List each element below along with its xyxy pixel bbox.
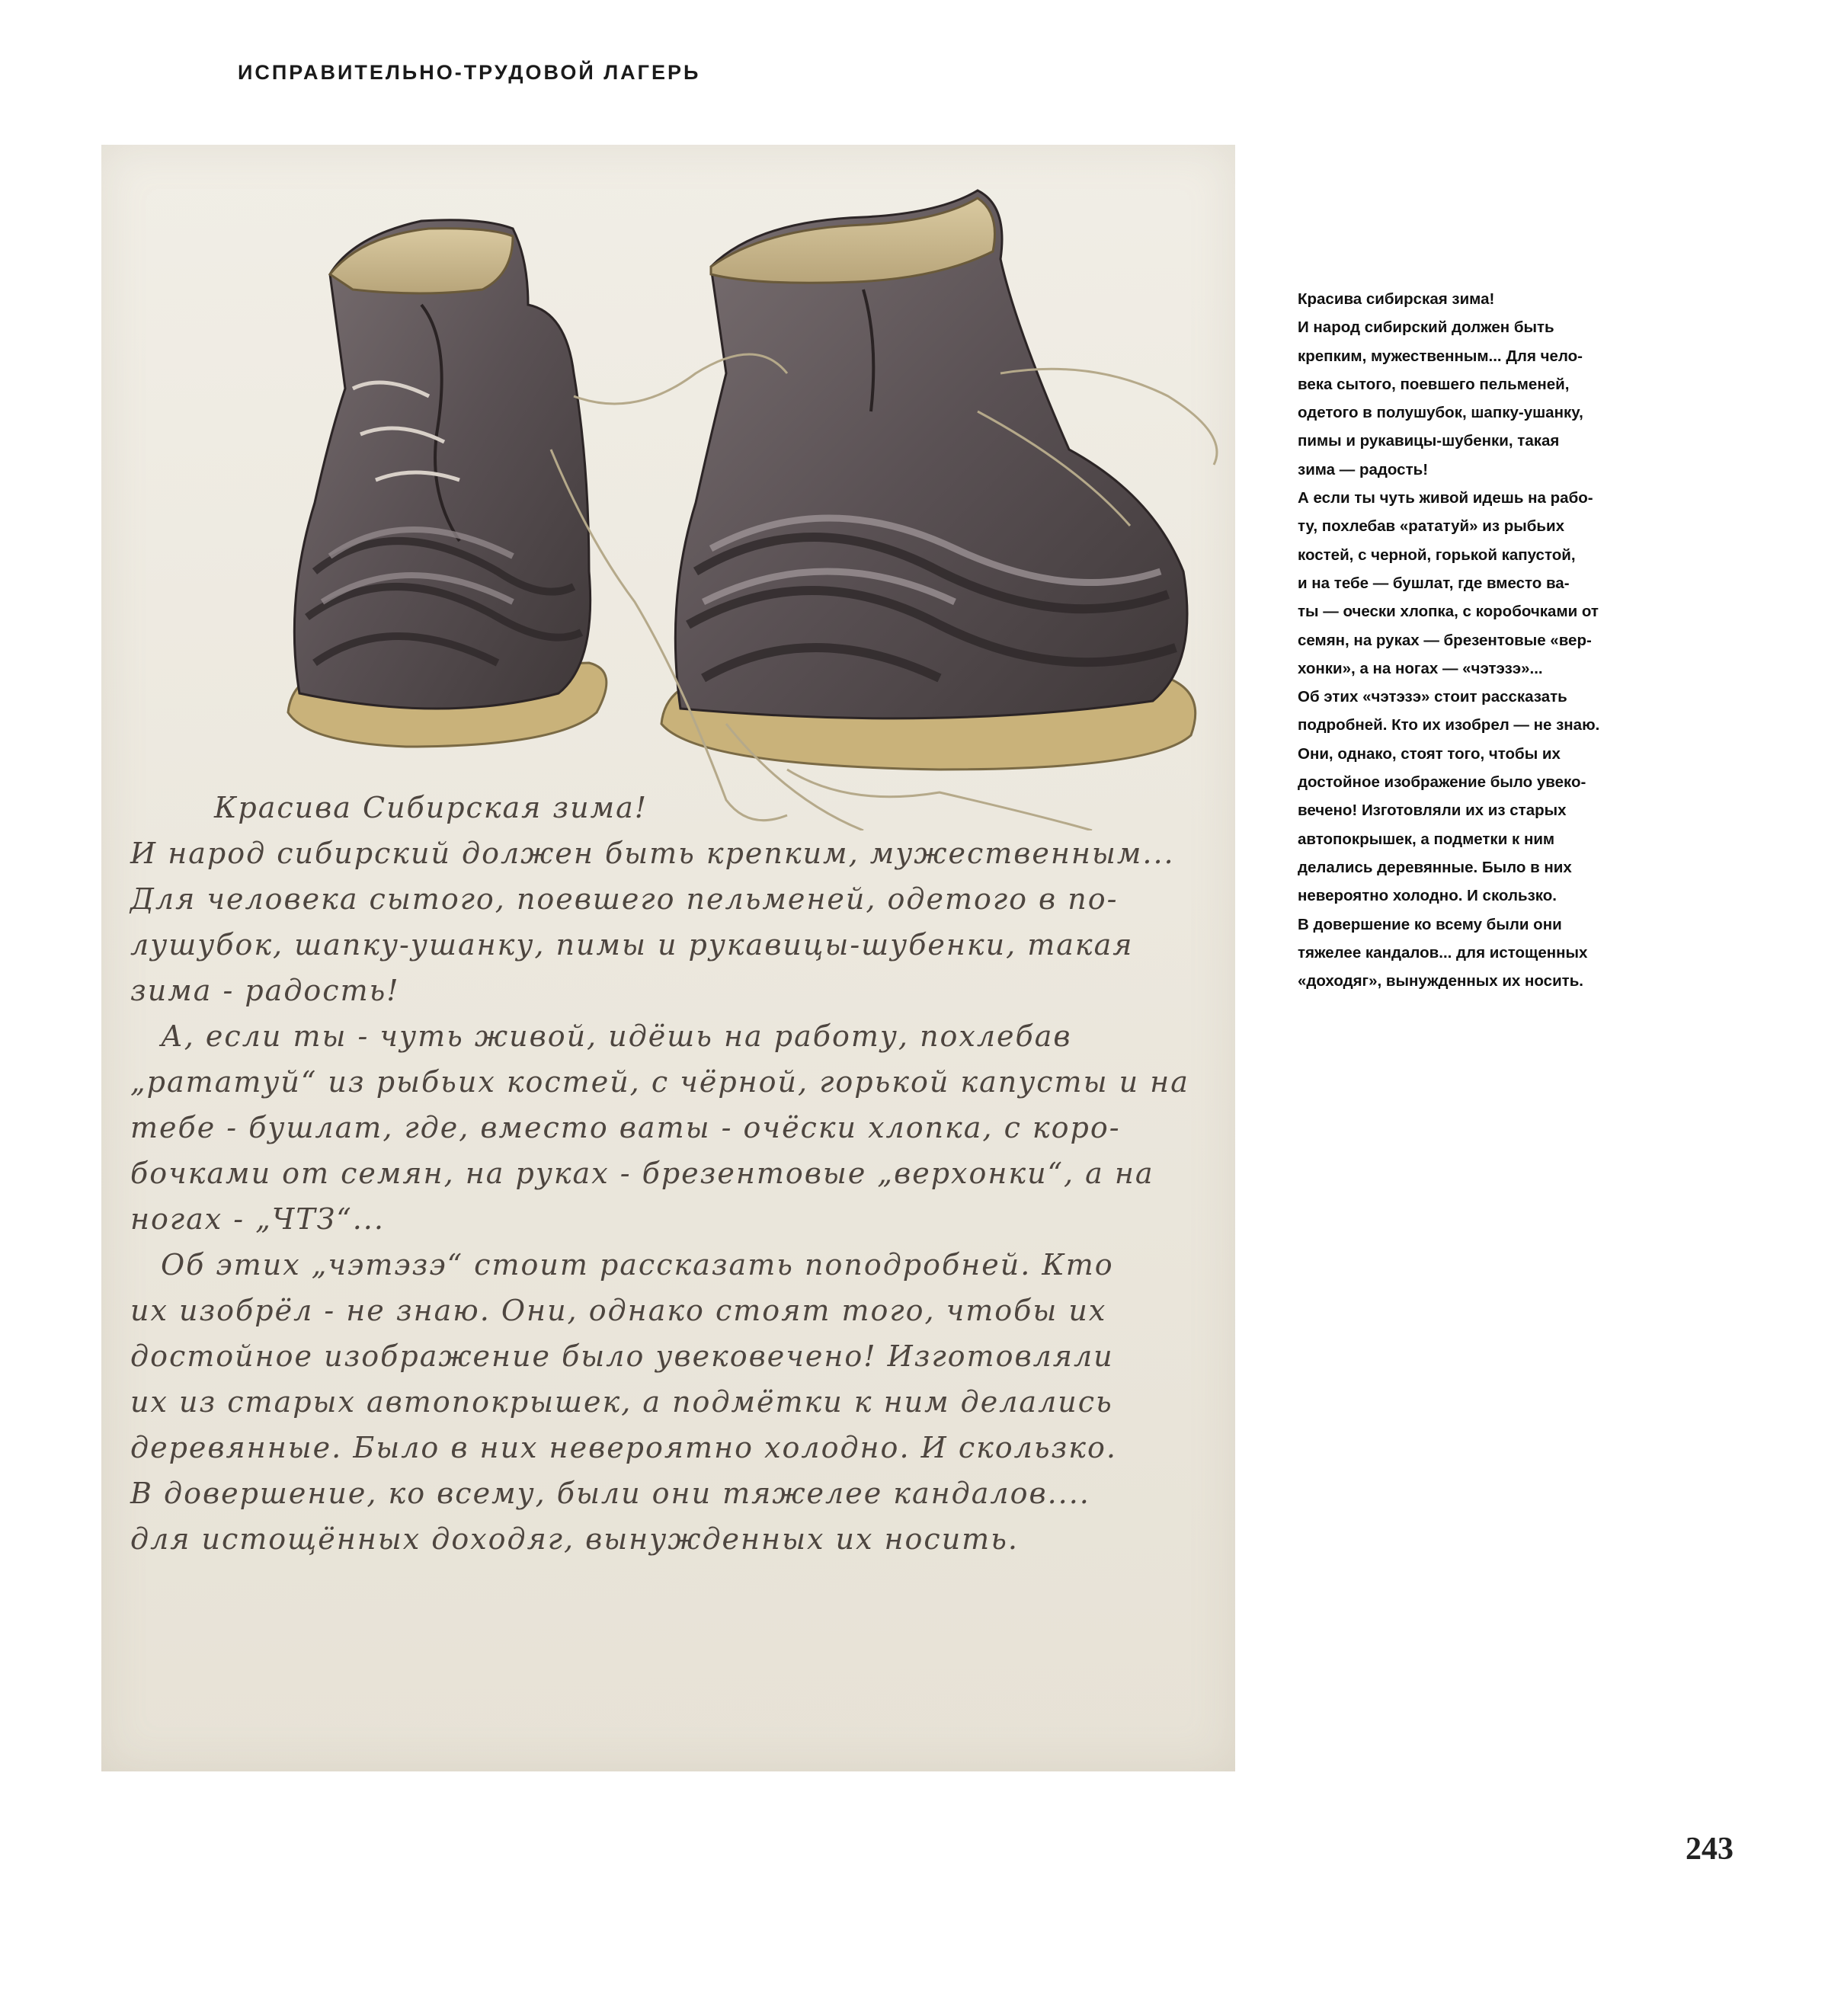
handwritten-line: деревянные. Было в них невероятно холодно. И скользко.: [130, 1431, 1117, 1464]
caption-line: тяжелее кандалов... для истощенных: [1298, 943, 1588, 962]
caption-line: века сытого, поевшего пельменей,: [1298, 375, 1570, 393]
handwritten-line: А, если ты - чуть живой, идёшь на работу, похлебав: [161, 1019, 1072, 1053]
caption-line: Об этих «чэтэзэ» стоит рассказать: [1298, 688, 1567, 706]
caption-line: семян, на руках — брезентовые «вер-: [1298, 631, 1592, 649]
handwritten-line: „рататуй“ из рыбьих костей, с чёрной, горькой капусты и на: [130, 1065, 1189, 1099]
handwritten-line: лушубок, шапку-ушанку, пимы и рукавицы-шубенки, такая: [130, 928, 1134, 962]
handwritten-line: В довершение, ко всему, были они тяжелее кандалов....: [130, 1477, 1090, 1510]
caption-line: Красива сибирская зима!: [1298, 290, 1495, 308]
caption-line: и на тебе — бушлат, где вместо ва-: [1298, 574, 1570, 592]
left-boot: [288, 220, 607, 747]
handwritten-line: достойное изображение было увековечено! Изготовляли: [130, 1339, 1114, 1373]
caption-line: достойное изображение было увеко-: [1298, 773, 1586, 792]
caption-line: невероятно холодно. И скользко.: [1298, 887, 1557, 905]
caption-line: делались деревянные. Было в них: [1298, 858, 1572, 876]
caption-line: хонки», а на ногах — «чэтэзэ»...: [1298, 659, 1543, 677]
boots-drawing: [101, 145, 1235, 830]
caption-line: пимы и рукавицы-шубенки, такая: [1298, 432, 1560, 450]
manuscript-plate: [101, 145, 1235, 1771]
handwritten-line: зима - радость!: [130, 974, 400, 1007]
handwritten-line: тебе - бушлат, где, вместо ваты - очёски хлопка, с коро-: [130, 1111, 1121, 1144]
handwritten-line: Для человека сытого, поевшего пельменей, одетого в по-: [130, 882, 1119, 916]
handwritten-line: бочками от семян, на руках - брезентовые „верхонки“, а на: [130, 1157, 1154, 1190]
handwritten-line: Об этих „чэтэзэ“ стоит рассказать поподробней. Кто: [161, 1248, 1114, 1282]
caption-line: подробней. Кто их изобрел — не знаю.: [1298, 716, 1600, 734]
caption-line: «доходяг», вынужденных их носить.: [1298, 972, 1584, 990]
page-number: 243: [1686, 1832, 1734, 1867]
caption-text: [1298, 285, 1694, 995]
handwritten-line: для истощённых доходяг, вынужденных их носить.: [130, 1522, 1019, 1556]
right-boot: [661, 190, 1196, 770]
caption-line: ту, похлебав «рататуй» из рыбьих: [1298, 517, 1565, 536]
caption-line: автопокрышек, а подметки к ним: [1298, 830, 1555, 848]
handwritten-line: их изобрёл - не знаю. Они, однако стоят того, чтобы их: [130, 1294, 1107, 1327]
handwritten-line: И народ сибирский должен быть крепким, мужественным...: [130, 837, 1175, 870]
caption-line: ты — очески хлопка, с коробочками от: [1298, 603, 1599, 621]
handwritten-text: [130, 785, 1212, 1562]
caption-line: костей, с черной, горькой капустой,: [1298, 546, 1576, 564]
caption-line: вечено! Изготовляли их из старых: [1298, 802, 1567, 820]
caption-line: одетого в полушубок, шапку-ушанку,: [1298, 404, 1583, 422]
caption-line: И народ сибирский должен быть: [1298, 318, 1554, 337]
caption-line: А если ты чуть живой идешь на рабо-: [1298, 489, 1593, 507]
handwritten-line: ногах - „ЧТЗ“...: [130, 1202, 385, 1236]
running-header: ИСПРАВИТЕЛЬНО-ТРУДОВОЙ ЛАГЕРЬ: [238, 61, 701, 84]
handwritten-line: Красива Сибирская зима!: [214, 791, 648, 824]
caption-line: зима — радость!: [1298, 460, 1429, 478]
caption-line: В довершение ко всему были они: [1298, 915, 1562, 933]
caption-line: Они, однако, стоят того, чтобы их: [1298, 744, 1561, 763]
handwritten-line: их из старых автопокрышек, а подмётки к ним делались: [130, 1385, 1113, 1419]
caption-line: крепким, мужественным... Для чело-: [1298, 347, 1583, 365]
